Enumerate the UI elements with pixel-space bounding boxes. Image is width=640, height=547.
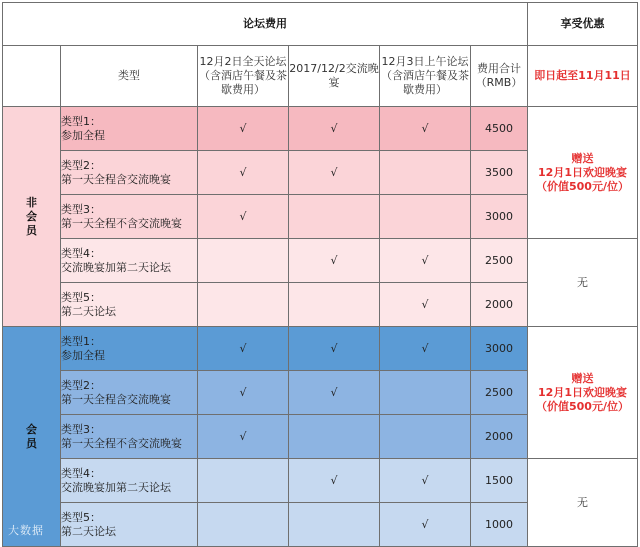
total-price: 2000 — [471, 415, 528, 459]
promo-line: 赠送 — [571, 371, 594, 385]
promo-gift — [528, 327, 638, 459]
type-label: 类型1： — [61, 334, 101, 348]
type-cell — [61, 415, 198, 459]
banquet-check — [289, 415, 380, 459]
type-cell — [61, 283, 198, 327]
header-total: 费用合计（RMB） — [471, 46, 528, 107]
day1-check — [198, 283, 289, 327]
type-cell — [61, 195, 198, 239]
day2-check: √ — [380, 327, 471, 371]
type-cell — [61, 459, 198, 503]
header-day2-forum: 12月3日上午论坛（含酒店午餐及茶歇费用） — [380, 46, 471, 107]
day2-check — [380, 415, 471, 459]
day2-check: √ — [380, 503, 471, 547]
day2-check: √ — [380, 283, 471, 327]
type-label: 类型3： — [61, 202, 101, 216]
total-price: 3000 — [471, 195, 528, 239]
total-price: 3500 — [471, 151, 528, 195]
day1-check: √ — [198, 151, 289, 195]
type-description: 参加全程 — [61, 348, 105, 362]
total-price: 4500 — [471, 107, 528, 151]
banquet-check: √ — [289, 151, 380, 195]
banquet-check: √ — [289, 459, 380, 503]
day1-check — [198, 239, 289, 283]
type-label: 类型4： — [61, 246, 101, 260]
type-description: 第一天全程不含交流晚宴 — [61, 436, 182, 450]
total-price: 1000 — [471, 503, 528, 547]
table-row — [3, 327, 638, 371]
total-price: 1500 — [471, 459, 528, 503]
total-price: 3000 — [471, 327, 528, 371]
header-banquet: 2017/12/2交流晚宴 — [289, 46, 380, 107]
type-label: 类型2： — [61, 158, 101, 172]
type-description: 交流晚宴加第二天论坛 — [61, 260, 171, 274]
total-price: 2500 — [471, 371, 528, 415]
type-description: 第二天论坛 — [61, 524, 116, 538]
total-price: 2500 — [471, 239, 528, 283]
type-label: 类型5： — [61, 510, 101, 524]
day1-check — [198, 503, 289, 547]
day1-check: √ — [198, 107, 289, 151]
type-description: 第二天论坛 — [61, 304, 116, 318]
promo-none: 无 — [528, 459, 638, 547]
type-label: 类型4： — [61, 466, 101, 480]
day1-check — [198, 459, 289, 503]
total-price: 2000 — [471, 283, 528, 327]
banquet-check — [289, 503, 380, 547]
day1-check: √ — [198, 415, 289, 459]
banquet-check — [289, 195, 380, 239]
day2-check — [380, 195, 471, 239]
banquet-check: √ — [289, 371, 380, 415]
table-row — [3, 239, 638, 283]
group-label: 会 员 — [3, 327, 61, 547]
type-label: 类型2： — [61, 378, 101, 392]
type-label: 类型3： — [61, 422, 101, 436]
type-description: 第一天全程含交流晚宴 — [61, 172, 171, 186]
type-label: 类型5： — [61, 290, 101, 304]
day1-check: √ — [198, 195, 289, 239]
day2-check: √ — [380, 239, 471, 283]
day1-check: √ — [198, 327, 289, 371]
forum-fee-table — [2, 2, 638, 547]
type-cell — [61, 327, 198, 371]
day2-check — [380, 151, 471, 195]
header-blank — [3, 46, 61, 107]
type-label: 类型1： — [61, 114, 101, 128]
day1-check: √ — [198, 371, 289, 415]
promo-line: 12月1日欢迎晚宴 — [538, 165, 627, 179]
promo-line: （价值500元/位） — [536, 399, 629, 413]
forum-fee-title: 论坛费用 — [3, 3, 528, 46]
discount-title: 享受优惠 — [528, 3, 638, 46]
table-row — [3, 459, 638, 503]
type-cell — [61, 151, 198, 195]
type-cell — [61, 239, 198, 283]
day2-check — [380, 371, 471, 415]
day2-check: √ — [380, 459, 471, 503]
banquet-check: √ — [289, 107, 380, 151]
header-day1-forum: 12月2日全天论坛（含酒店午餐及茶歇费用） — [198, 46, 289, 107]
fee-rows — [3, 107, 638, 547]
promo-line: 赠送 — [571, 151, 594, 165]
type-description: 第一天全程不含交流晚宴 — [61, 216, 182, 230]
table-row — [3, 107, 638, 151]
banquet-check — [289, 283, 380, 327]
type-cell — [61, 371, 198, 415]
header-type: 类型 — [61, 46, 198, 107]
type-description: 第一天全程含交流晚宴 — [61, 392, 171, 406]
watermark-text: 大数据 — [8, 524, 44, 537]
promo-line: 12月1日欢迎晚宴 — [538, 385, 627, 399]
type-description: 交流晚宴加第二天论坛 — [61, 480, 171, 494]
promo-none: 无 — [528, 239, 638, 327]
banquet-check: √ — [289, 239, 380, 283]
promo-gift — [528, 107, 638, 239]
type-cell — [61, 503, 198, 547]
type-description: 参加全程 — [61, 128, 105, 142]
promo-line: （价值500元/位） — [536, 179, 629, 193]
day2-check: √ — [380, 107, 471, 151]
header-promo-period: 即日起至11月11日 — [528, 46, 638, 107]
type-cell — [61, 107, 198, 151]
group-label: 非 会 员 — [3, 107, 61, 327]
banquet-check: √ — [289, 327, 380, 371]
